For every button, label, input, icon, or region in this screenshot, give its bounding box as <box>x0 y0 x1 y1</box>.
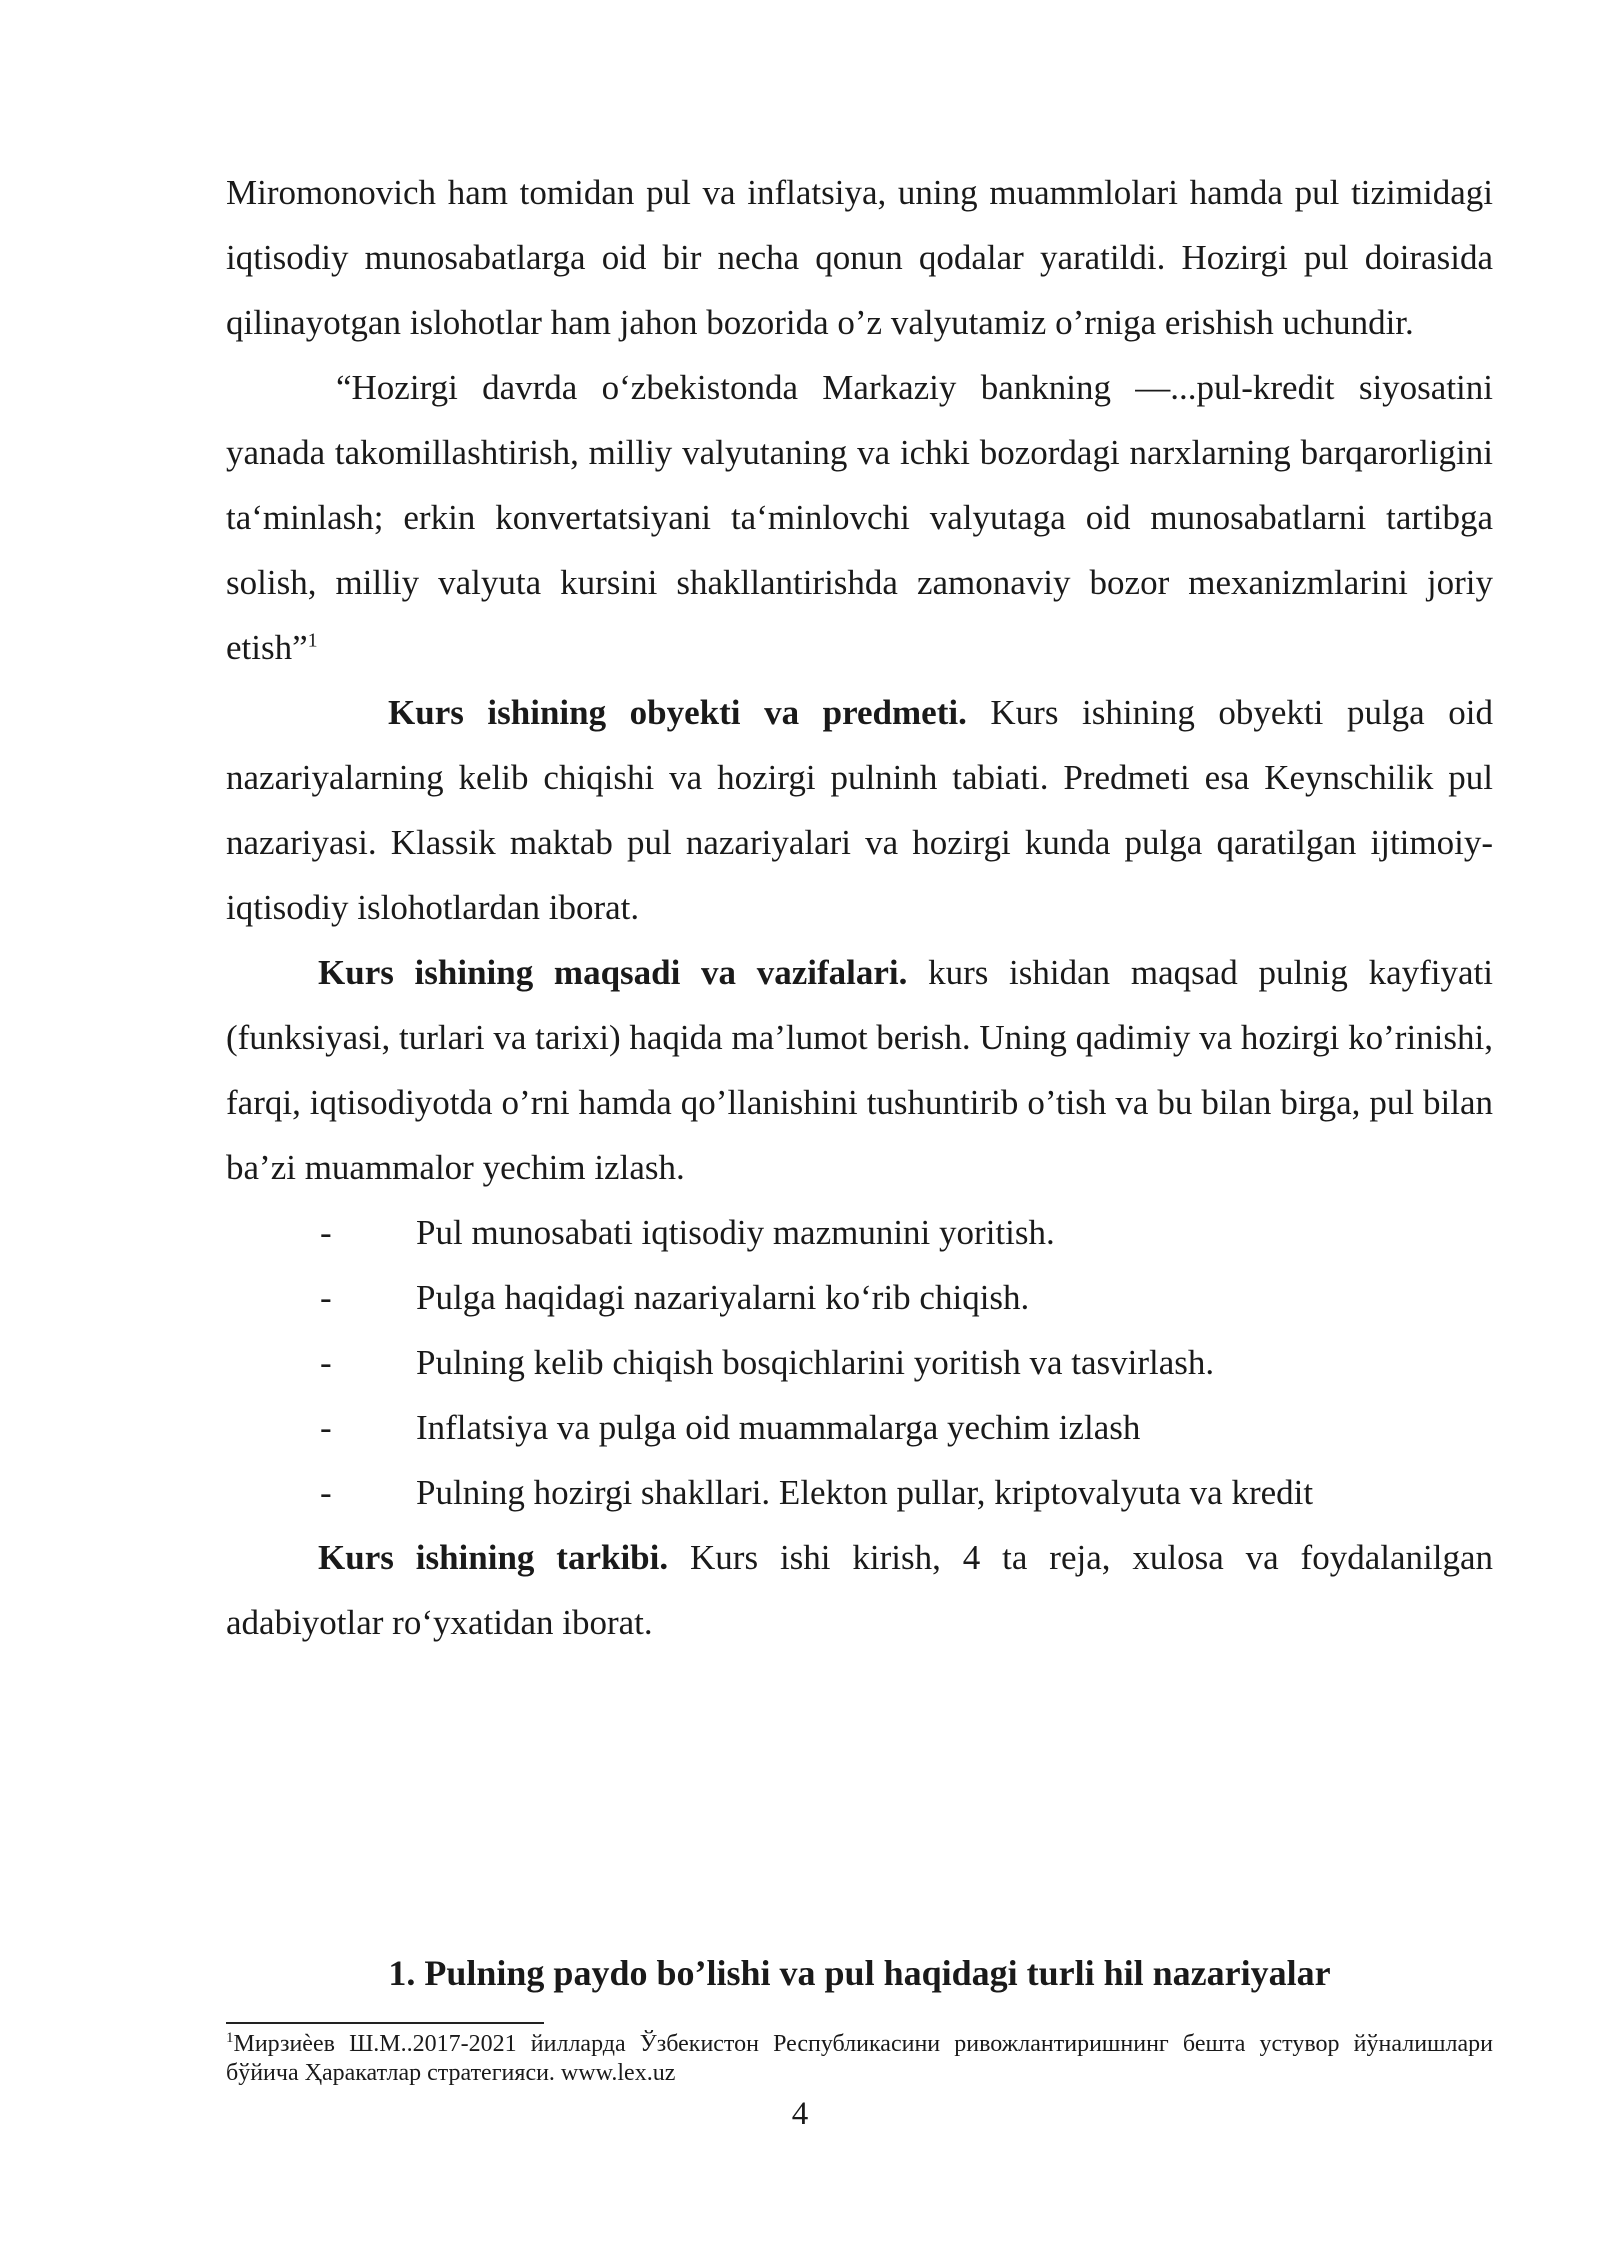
list-item <box>226 1265 1493 1330</box>
goals-heading: Kurs ishining maqsadi va vazifalari. <box>318 953 908 992</box>
object-heading: Kurs ishining obyekti va predmeti. <box>388 693 967 732</box>
quote-text: “Hozirgi davrda oʻzbekistonda Markaziy bankning —...pul-kredit siyosatini yanada takomillashtirish, milliy valyutaning va ichki bozordagi narxlarning barqarorligini taʻminlash; erkin konvertatsiyani taʻminlovchi valyutaga oid munosabatlarni tartibga solish, milliy valyuta kursini shakllantirishda zamonaviy bozor mexanizmlarini joriy etish” <box>226 368 1493 667</box>
paragraph-intro: Miromonovich ham tomidan pul va inflatsiya, uning muammlolari hamda pul tizimidagi iqtisodiy munosabatlarga oid bir necha qonun qodalar yaratildi. Hozirgi pul doirasida qilinayotgan islohotlar ham jahon bozorida o’z valyutamiz o’rniga erishish uchundir. <box>226 173 1493 342</box>
goals-text: kurs ishidan maqsad pulnig kayfiyati (funksiyasi, turlari va tarixi) haqida ma’lumot berish. Uning qadimiy va hozirgi ko’rinishi, farqi, iqtisodiyotda o’rni hamda qo’llanishini tushuntirib o’tish va bu bilan birga, pul bilan ba’zi muammalor yechim izlash. <box>226 953 1493 1187</box>
paragraph-quote <box>226 355 1493 680</box>
list-item-text: Pul munosabati iqtisodiy mazmunini yoritish. <box>416 1213 1055 1252</box>
page-number: 4 <box>791 2096 809 2132</box>
list-dash: - <box>320 1278 332 1317</box>
list-item-text: Pulga haqidagi nazariyalarni koʻrib chiqish. <box>416 1278 1030 1317</box>
list-item <box>226 1460 1493 1525</box>
paragraph-goals <box>226 940 1493 1200</box>
footnote-number: 1 <box>226 2030 234 2046</box>
footnote-divider <box>226 2022 544 2024</box>
document-body <box>226 160 1493 1655</box>
list-item <box>226 1395 1493 1460</box>
footnote <box>226 2030 1493 2088</box>
list-dash: - <box>320 1408 332 1447</box>
footnote-text: Мирзиѐев Ш.М..2017-2021 йилларда Ўзбекистон Республикасини ривожлантиришнинг бешта устувор йўналишлари бўйича Ҳаракатлар стратегияси. www.lex.uz <box>226 2031 1493 2086</box>
list-item <box>226 1330 1493 1395</box>
paragraph-structure <box>226 1525 1493 1655</box>
structure-text: Kurs ishi kirish, 4 ta reja, xulosa va foydalanilgan adabiyotlar roʻyxatidan iborat. <box>226 1538 1493 1642</box>
list-item-text: Pulning hozirgi shakllari. Elekton pullar, kriptovalyuta va kredit <box>416 1473 1314 1512</box>
structure-heading: Kurs ishining tarkibi. <box>318 1538 669 1577</box>
paragraph-object <box>226 680 1493 940</box>
list-dash: - <box>320 1473 332 1512</box>
list-item-text: Pulning kelib chiqish bosqichlarini yoritish va tasvirlash. <box>416 1343 1215 1382</box>
footnote-ref[interactable]: 1 <box>307 629 318 652</box>
list-dash: - <box>320 1213 332 1252</box>
task-list <box>226 1200 1493 1525</box>
list-item <box>226 1200 1493 1265</box>
section-heading: 1. Pulning paydo bo’lishi va pul haqidagi turli hil nazariyalar <box>388 1953 1331 1993</box>
list-item-text: Inflatsiya va pulga oid muammalarga yechim izlash <box>416 1408 1141 1447</box>
object-text: Kurs ishining obyekti pulga oid nazariyalarning kelib chiqishi va hozirgi pulninh tabiati. Predmeti esa Keynschilik pul nazariyasi. Klassik maktab pul nazariyalari va hozirgi kunda pulga qaratilgan ijtimoiy-iqtisodiy islohotlardan iborat. <box>226 693 1493 927</box>
list-dash: - <box>320 1343 332 1382</box>
